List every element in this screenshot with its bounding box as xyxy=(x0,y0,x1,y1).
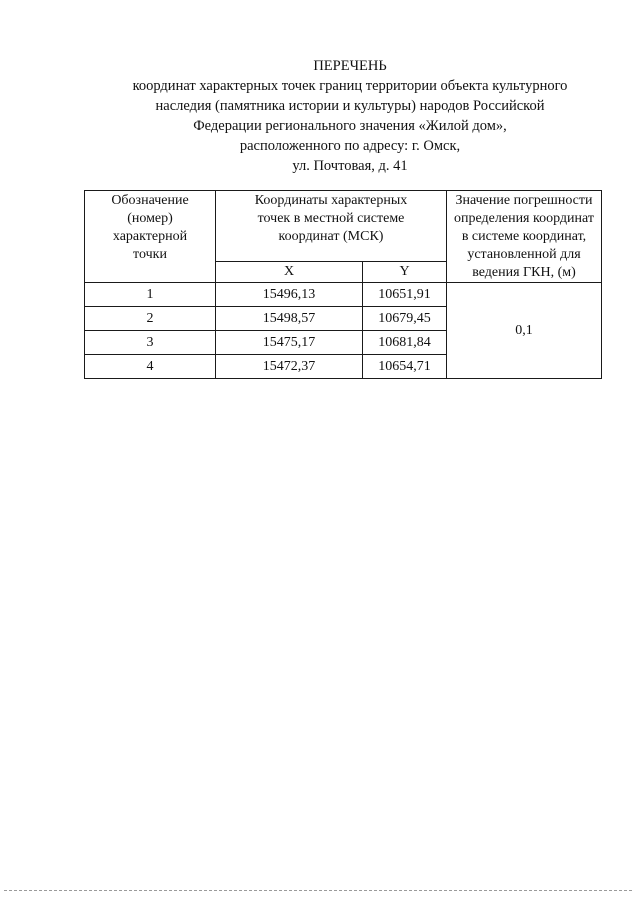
y-cell: 10681,84 xyxy=(363,331,447,355)
header-coordinates: Координаты характерных точек в местной системе координат (МСК) xyxy=(216,191,447,262)
y-cell: 10651,91 xyxy=(363,283,447,307)
coordinates-table xyxy=(84,190,602,379)
table-header-row xyxy=(85,191,602,262)
error-value-cell: 0,1 xyxy=(447,283,602,379)
x-cell: 15475,17 xyxy=(216,331,363,355)
y-cell: 10679,45 xyxy=(363,307,447,331)
point-number-cell: 2 xyxy=(85,307,216,331)
title-heading: ПЕРЕЧЕНЬ xyxy=(313,58,387,74)
header-error: Значение погрешности определения координат в системе координат, установленной для ведения ГКН, (м) xyxy=(447,191,602,283)
document-title xyxy=(60,56,639,176)
title-line: Федерации регионального значения «Жилой дом», xyxy=(193,118,507,134)
point-number-cell: 1 xyxy=(85,283,216,307)
title-line: координат характерных точек границ территории объекта культурного xyxy=(132,78,568,94)
x-cell: 15498,57 xyxy=(216,307,363,331)
title-line: расположенного по адресу: г. Омск, xyxy=(239,138,461,154)
point-number-cell: 4 xyxy=(85,355,216,379)
point-number-cell: 3 xyxy=(85,331,216,355)
header-x: X xyxy=(216,262,363,283)
x-cell: 15472,37 xyxy=(216,355,363,379)
header-y: Y xyxy=(363,262,447,283)
x-cell: 15496,13 xyxy=(216,283,363,307)
title-line: ул. Почтовая, д. 41 xyxy=(292,158,408,174)
page-bottom-divider xyxy=(4,890,632,891)
y-cell: 10654,71 xyxy=(363,355,447,379)
header-point-designation: Обозначение (номер) характерной точки xyxy=(85,191,216,283)
title-line: наследия (памятника истории и культуры) народов Российской xyxy=(155,98,545,114)
table-row xyxy=(85,283,602,307)
